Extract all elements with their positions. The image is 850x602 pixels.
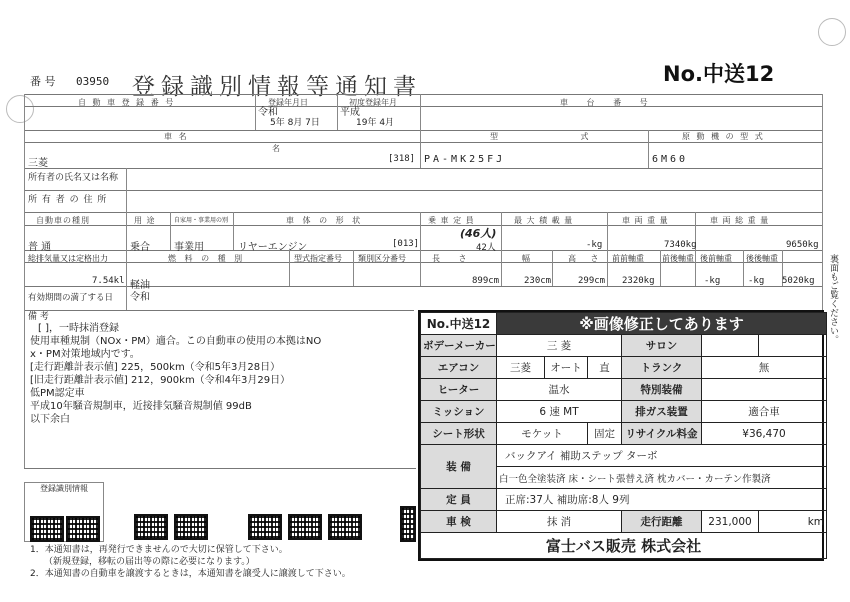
- qr-code: [400, 506, 416, 542]
- seating-capacity-label: 定 員: [421, 489, 497, 511]
- mileage-value: 231,000: [702, 511, 759, 533]
- fuel-value: 軽油: [130, 280, 150, 291]
- owner-address-label: 所 有 者 の 住 所: [28, 195, 108, 205]
- use-label: 用 途: [134, 216, 156, 225]
- qr-code: [328, 514, 362, 540]
- body-shape-code: [013]: [392, 239, 420, 249]
- front-rear-axle-value: -kg: [704, 276, 721, 286]
- remarks-label: 備 考: [28, 312, 49, 322]
- reg-era: 令和: [258, 107, 278, 118]
- engine-model-label: 原 動 機 の 型 式: [682, 132, 765, 141]
- remark-line: 以下余白: [30, 414, 70, 425]
- footer-line: 2．本通知書の自動車を譲渡するときは，本通知書を譲受人に譲渡して下さい。: [30, 569, 351, 579]
- reg-date: 5年 8月 7日: [270, 118, 320, 128]
- rear-rear-axle-label: 後後軸重: [746, 254, 778, 263]
- qr-code: [66, 516, 100, 542]
- capacity-label: 乗 車 定 員: [428, 216, 475, 225]
- vehicle-kind: 普 通: [28, 242, 52, 253]
- remark-line: 使用車種規制（NOx・PM）適合。この自動車の使用の本拠はNO: [30, 336, 322, 347]
- fuel-label: 燃 料 の 種 別: [168, 254, 246, 263]
- spec-sheet: [418, 310, 824, 561]
- equipment-label: 装 備: [421, 445, 497, 489]
- retouched-banner: ※画像修正してあります: [497, 313, 827, 335]
- ornament-right: [818, 18, 846, 46]
- saloon-value: [702, 335, 759, 357]
- dealer-name: 富士バス販売 株式会社: [421, 533, 827, 559]
- seat-fix: 固定: [588, 423, 622, 445]
- gross-weight-label: 車 両 総 重 量: [710, 216, 770, 225]
- car-name-code: [318]: [388, 154, 416, 164]
- stamp-number: No.中送12: [663, 62, 775, 86]
- exhaust-label: 排ガス装置: [622, 401, 702, 423]
- mileage-label: 走行距離: [622, 511, 702, 533]
- footer-line: 1．本通知書は，再発行できませんので大切に保管して下さい。: [30, 545, 288, 555]
- body-maker-value: 三 菱: [497, 335, 622, 357]
- aircon-type: 直: [588, 357, 622, 379]
- aircon-mode: オート: [545, 357, 588, 379]
- car-name: 三菱: [28, 158, 48, 169]
- qr-code: [288, 514, 322, 540]
- mileage-unit: km: [759, 511, 827, 533]
- remark-line: [旧走行距離計表示値] 212，900km（令和4年3月29日）: [30, 375, 291, 386]
- reg-number-label: 自 動 車 登 録 番 号: [78, 98, 176, 107]
- front-rear-axle-label: 前後軸重: [662, 254, 694, 263]
- inspection-value: 抹 消: [497, 511, 622, 533]
- see-reverse-note: 裏面もご覧ください。: [828, 254, 838, 344]
- remark-line: [走行距離計表示値] 225，500km（令和5年3月28日）: [30, 362, 281, 373]
- special-equip-value: [702, 379, 827, 401]
- remark-line: 平成10年騒音規制車，近接排気騒音規制値 99dB: [30, 401, 252, 412]
- mission-value: 6 速 MT: [497, 401, 622, 423]
- expiry-label: 有効期間の満了する日: [28, 293, 114, 303]
- body-maker-label: ボデーメーカー: [421, 335, 497, 357]
- front-front-axle-label: 前前軸重: [612, 254, 644, 263]
- width-value: 230cm: [524, 276, 552, 286]
- model-value: PA-MK25FJ: [424, 154, 506, 165]
- qr-code: [30, 516, 64, 542]
- seating-capacity-value: 正席:37人 補助席:8人 9列: [497, 489, 827, 511]
- aircon-maker: 三菱: [497, 357, 545, 379]
- seat-label: シート形状: [421, 423, 497, 445]
- body-shape-value: リヤーエンジン: [238, 242, 308, 253]
- model-label: 型 式: [490, 132, 629, 141]
- trunk-value: 無: [702, 357, 827, 379]
- reg-date-label: 登録年月日: [268, 98, 308, 107]
- qr-code: [174, 514, 208, 540]
- exhaust-value: 適合車: [702, 401, 827, 423]
- length-label: 長 さ: [432, 254, 475, 263]
- vehicle-weight-value: 7340kg: [664, 240, 697, 250]
- saloon-label: サロン: [622, 335, 702, 357]
- body-shape-label: 車 体 の 形 状: [286, 216, 364, 225]
- qr-code: [134, 514, 168, 540]
- number-label: 番 号: [30, 75, 56, 88]
- capacity-value: 42人: [476, 243, 496, 253]
- qr-code: [248, 514, 282, 540]
- spec-stamp: No.中送12: [421, 313, 497, 335]
- expiry-era: 令和: [130, 292, 150, 303]
- footer-line: （新規登録，移転の届出等の際に必要になります。）: [44, 557, 255, 567]
- seat-type: モケット: [497, 423, 588, 445]
- heater-label: ヒーター: [421, 379, 497, 401]
- remarks-list: [30, 322, 321, 426]
- height-label: 高 さ: [568, 254, 605, 263]
- recycle-value: ¥36,470: [702, 423, 827, 445]
- ornament-left: [6, 95, 34, 123]
- remark-line: 低PM認定車: [30, 388, 85, 399]
- class-number-label: 類別区分番号: [358, 254, 406, 263]
- max-load-label: 最 大 積 載 量: [514, 216, 574, 225]
- aircon-label: エアコン: [421, 357, 497, 379]
- footer-notes: [30, 544, 351, 580]
- type-designation-label: 型式指定番号: [294, 254, 342, 263]
- remark-line: [ ]，一時抹消登録: [38, 323, 119, 334]
- height-value: 299cm: [578, 276, 606, 286]
- inspection-label: 車 検: [421, 511, 497, 533]
- private-business-value: 事業用: [174, 242, 204, 253]
- reg-info-label: 登録識別情報: [40, 484, 88, 493]
- equipment-line-2: 白一色全塗装済 床・シート張替え済 枕カバー・カーテン作製済: [497, 467, 827, 489]
- name-suffix-label: 名: [272, 144, 282, 153]
- owner-name-label: 所有者の氏名又は名称: [28, 173, 119, 183]
- engine-model-value: 6M60: [652, 154, 689, 165]
- heater-value: 温水: [497, 379, 622, 401]
- first-reg-date: 19年 4月: [356, 118, 395, 128]
- displacement-label: 総排気量又は定格出力: [28, 254, 108, 263]
- chassis-number-label: 車 台 番 号: [560, 98, 656, 107]
- saloon-extra: [759, 335, 827, 357]
- special-equip-label: 特別装備: [622, 379, 702, 401]
- equipment-line-1: バックアイ 補助ステップ ターボ: [497, 445, 827, 467]
- trunk-label: トランク: [622, 357, 702, 379]
- rear-front-axle-label: 後前軸重: [700, 254, 732, 263]
- private-business-label: 自家用・事業用の別: [174, 217, 229, 224]
- width-label: 幅: [522, 254, 532, 263]
- mission-label: ミッション: [421, 401, 497, 423]
- document-title: 登録識別情報等通知書: [132, 74, 422, 100]
- rear-rear-axle-value: 5020kg: [782, 276, 815, 286]
- front-front-axle-value: 2320kg: [622, 276, 655, 286]
- rear-front-axle-value: -kg: [748, 276, 765, 286]
- displacement-value: 7.54kl: [92, 276, 125, 286]
- vehicle-weight-label: 車 両 重 量: [622, 216, 669, 225]
- first-reg-era: 平成: [340, 107, 360, 118]
- max-load-value: -kg: [586, 240, 603, 250]
- first-reg-label: 初度登録年月: [349, 98, 397, 107]
- use-value: 乗合: [130, 242, 150, 253]
- length-value: 899cm: [472, 276, 500, 286]
- gross-weight-value: 9650kg: [786, 240, 819, 250]
- recycle-label: リサイクル料金: [622, 423, 702, 445]
- remark-line: x・PM対策地域内です。: [30, 349, 140, 360]
- document-number: 03950: [76, 75, 110, 88]
- vehicle-kind-label: 自動車の種別: [36, 216, 90, 225]
- car-name-label: 車 名: [164, 132, 189, 141]
- capacity-handwritten: (46人): [460, 227, 497, 240]
